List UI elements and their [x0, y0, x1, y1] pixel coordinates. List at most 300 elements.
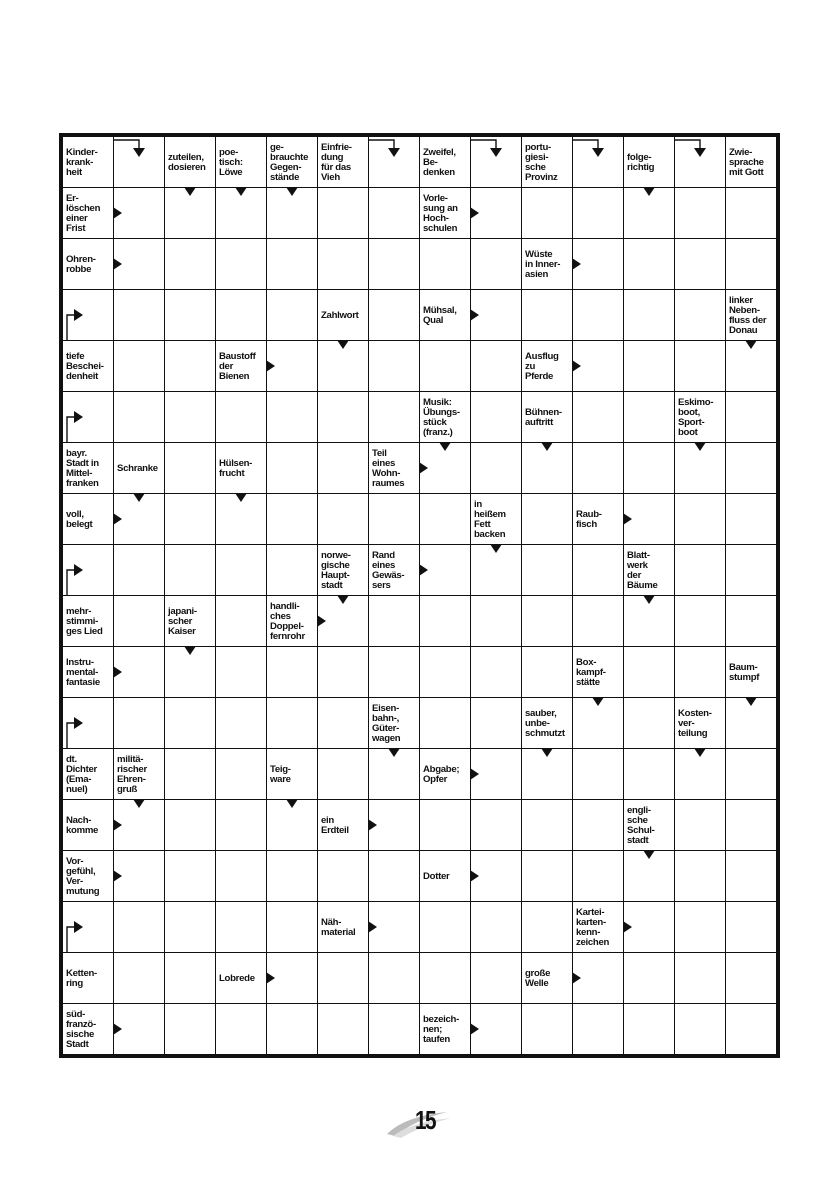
clue-text: portu- giesi- sche Provinz [525, 142, 558, 183]
clue-text: Instru- mental- fantasie [66, 657, 100, 688]
answer-cell[interactable] [63, 290, 113, 340]
clue-cell [63, 953, 113, 1003]
answer-cell[interactable] [726, 443, 776, 493]
clue-cell [522, 953, 572, 1003]
clue-cell [573, 902, 623, 952]
arrow-right-icon [266, 360, 275, 372]
answer-cell[interactable] [675, 800, 725, 850]
answer-cell[interactable] [726, 188, 776, 238]
clue-text: Kartei- karten- kenn- zeichen [576, 907, 610, 948]
clue-cell [63, 341, 113, 391]
clue-cell [318, 902, 368, 952]
answer-cell[interactable] [471, 392, 521, 442]
answer-cell[interactable] [318, 698, 368, 748]
arrow-bent-right-icon [63, 902, 87, 952]
answer-cell[interactable] [675, 902, 725, 952]
clue-cell [63, 494, 113, 544]
arrow-bent-down-icon [369, 137, 419, 159]
answer-cell[interactable] [318, 494, 368, 544]
clue-text: große Welle [525, 968, 551, 989]
answer-cell[interactable] [63, 545, 113, 595]
answer-cell[interactable] [267, 647, 317, 697]
clue-text: Eskimo- boot, Sport- boot [678, 397, 714, 438]
answer-cell[interactable] [522, 1004, 572, 1054]
arrow-bent-down-icon [573, 137, 623, 159]
answer-cell[interactable] [573, 392, 623, 442]
answer-cell[interactable] [675, 647, 725, 697]
arrow-right-icon [470, 1023, 479, 1035]
arrow-right-icon [419, 564, 428, 576]
answer-cell[interactable] [471, 137, 521, 187]
clue-cell [216, 443, 266, 493]
arrow-right-icon [623, 513, 632, 525]
arrow-bent-right-icon [63, 545, 87, 595]
answer-cell[interactable] [63, 698, 113, 748]
answer-cell[interactable] [420, 647, 470, 697]
answer-cell[interactable] [420, 239, 470, 289]
answer-cell[interactable] [63, 902, 113, 952]
answer-cell[interactable] [165, 1004, 215, 1054]
answer-cell[interactable] [318, 188, 368, 238]
arrow-down-icon [235, 493, 247, 502]
answer-cell[interactable] [675, 239, 725, 289]
answer-cell[interactable] [471, 698, 521, 748]
answer-cell[interactable] [369, 851, 419, 901]
arrow-bent-down-icon [675, 137, 725, 159]
answer-cell[interactable] [522, 290, 572, 340]
answer-cell[interactable] [318, 953, 368, 1003]
arrow-bent-right-icon [63, 290, 87, 340]
clue-text: Baum- stumpf [729, 662, 760, 683]
answer-cell[interactable] [165, 494, 215, 544]
arrow-right-icon [470, 768, 479, 780]
answer-cell[interactable] [114, 953, 164, 1003]
clue-cell [114, 443, 164, 493]
clue-text: tiefe Beschei- denheit [66, 351, 104, 382]
answer-cell[interactable] [726, 392, 776, 442]
clue-cell [63, 596, 113, 646]
answer-cell[interactable] [624, 953, 674, 1003]
answer-cell[interactable] [726, 749, 776, 799]
answer-cell[interactable] [216, 698, 266, 748]
answer-cell[interactable] [420, 953, 470, 1003]
answer-cell[interactable] [267, 902, 317, 952]
answer-cell[interactable] [165, 800, 215, 850]
clue-text: Ausflug zu Pferde [525, 351, 559, 382]
clue-text: Lobrede [219, 973, 255, 984]
answer-cell[interactable] [369, 647, 419, 697]
answer-cell[interactable] [114, 341, 164, 391]
clue-text: handli- ches Doppel- fernrohr [270, 601, 305, 642]
clue-text: Ketten- ring [66, 968, 97, 989]
clue-text: Rand eines Gewäs- sers [372, 550, 405, 591]
answer-cell[interactable] [522, 902, 572, 952]
clue-text: Schranke [117, 463, 158, 474]
answer-cell[interactable] [369, 1004, 419, 1054]
clue-cell [63, 239, 113, 289]
clue-text: Baustoff der Bienen [219, 351, 256, 382]
clue-text: Zweifel, Be- denken [423, 147, 456, 178]
clue-text: Zwie- sprache mit Gott [729, 147, 764, 178]
answer-cell[interactable] [522, 851, 572, 901]
arrow-right-icon [266, 972, 275, 984]
arrow-down-icon [184, 187, 196, 196]
clue-cell [63, 137, 113, 187]
clue-cell [420, 290, 470, 340]
answer-cell[interactable] [471, 341, 521, 391]
answer-cell[interactable] [369, 494, 419, 544]
answer-cell[interactable] [216, 749, 266, 799]
answer-cell[interactable] [267, 392, 317, 442]
answer-cell[interactable] [114, 545, 164, 595]
arrow-down-icon [184, 646, 196, 655]
answer-cell[interactable] [675, 137, 725, 187]
clue-text: süd- franzö- sische Stadt [66, 1009, 96, 1050]
clue-text: militä- rischer Ehren- gruß [117, 754, 147, 795]
answer-cell[interactable] [573, 188, 623, 238]
clue-text: Er- löschen einer Frist [66, 193, 101, 234]
answer-cell[interactable] [114, 392, 164, 442]
arrow-down-icon [133, 493, 145, 502]
answer-cell[interactable] [726, 800, 776, 850]
answer-cell[interactable] [165, 902, 215, 952]
arrow-down-icon [388, 748, 400, 757]
answer-cell[interactable] [675, 851, 725, 901]
answer-cell[interactable] [573, 1004, 623, 1054]
clue-cell [420, 1004, 470, 1054]
arrow-right-icon [113, 819, 122, 831]
answer-cell[interactable] [522, 596, 572, 646]
arrow-bent-down-icon [114, 137, 164, 159]
arrow-down-icon [439, 442, 451, 451]
clue-text: zuteilen, dosieren [168, 152, 206, 173]
answer-cell[interactable] [318, 1004, 368, 1054]
clue-cell [63, 800, 113, 850]
clue-cell [573, 494, 623, 544]
answer-cell[interactable] [624, 239, 674, 289]
clue-cell [369, 698, 419, 748]
answer-cell[interactable] [63, 392, 113, 442]
clue-text: dt. Dichter (Ema- nuel) [66, 754, 97, 795]
clue-cell [267, 596, 317, 646]
answer-cell[interactable] [471, 239, 521, 289]
answer-cell[interactable] [267, 494, 317, 544]
clue-cell [726, 290, 776, 340]
answer-cell[interactable] [675, 545, 725, 595]
clue-text: bayr. Stadt in Mittel- franken [66, 448, 99, 489]
clue-cell [267, 749, 317, 799]
clue-cell [267, 137, 317, 187]
arrow-down-icon [694, 442, 706, 451]
answer-cell[interactable] [675, 596, 725, 646]
answer-cell[interactable] [471, 596, 521, 646]
clue-cell [624, 800, 674, 850]
answer-cell[interactable] [318, 851, 368, 901]
answer-cell[interactable] [165, 392, 215, 442]
clue-cell [114, 749, 164, 799]
clue-cell [318, 137, 368, 187]
answer-cell[interactable] [471, 902, 521, 952]
answer-cell[interactable] [726, 953, 776, 1003]
answer-cell[interactable] [522, 647, 572, 697]
answer-cell[interactable] [573, 137, 623, 187]
answer-cell[interactable] [216, 902, 266, 952]
arrow-down-icon [643, 187, 655, 196]
answer-cell[interactable] [522, 800, 572, 850]
answer-cell[interactable] [165, 341, 215, 391]
answer-cell[interactable] [471, 800, 521, 850]
answer-cell[interactable] [675, 953, 725, 1003]
answer-cell[interactable] [216, 596, 266, 646]
clue-text: Box- kampf- stätte [576, 657, 606, 688]
arrow-down-icon [286, 799, 298, 808]
answer-cell[interactable] [573, 800, 623, 850]
answer-cell[interactable] [216, 851, 266, 901]
clue-text: Nach- komme [66, 815, 99, 836]
clue-text: poe- tisch: Löwe [219, 147, 243, 178]
clue-cell [726, 647, 776, 697]
clue-text: japani- scher Kaiser [168, 606, 197, 637]
answer-cell[interactable] [165, 239, 215, 289]
answer-cell[interactable] [624, 341, 674, 391]
answer-cell[interactable] [726, 545, 776, 595]
answer-cell[interactable] [216, 800, 266, 850]
answer-cell[interactable] [726, 596, 776, 646]
arrow-right-icon [470, 207, 479, 219]
answer-cell[interactable] [369, 137, 419, 187]
arrow-right-icon [368, 921, 377, 933]
clue-cell [216, 137, 266, 187]
arrow-down-icon [235, 187, 247, 196]
answer-cell[interactable] [675, 1004, 725, 1054]
arrow-down-icon [337, 340, 349, 349]
answer-cell[interactable] [216, 290, 266, 340]
clue-text: norwe- gische Haupt- stadt [321, 550, 351, 591]
arrow-down-icon [745, 340, 757, 349]
answer-cell[interactable] [675, 188, 725, 238]
answer-cell[interactable] [726, 494, 776, 544]
clue-text: linker Neben- fluss der Donau [729, 295, 767, 336]
answer-cell[interactable] [267, 545, 317, 595]
clue-text: Blatt- werk der Bäume [627, 550, 658, 591]
answer-cell[interactable] [369, 392, 419, 442]
arrow-down-icon [541, 748, 553, 757]
answer-cell[interactable] [369, 239, 419, 289]
clue-cell [522, 137, 572, 187]
clue-cell [420, 851, 470, 901]
clue-cell [624, 137, 674, 187]
arrow-down-icon [490, 544, 502, 553]
answer-cell[interactable] [318, 239, 368, 289]
answer-cell[interactable] [318, 392, 368, 442]
arrow-right-icon [572, 972, 581, 984]
arrow-bent-right-icon [63, 392, 87, 442]
clue-cell [522, 341, 572, 391]
clue-text: Kosten- ver- teilung [678, 708, 712, 739]
answer-cell[interactable] [573, 443, 623, 493]
clue-cell [63, 647, 113, 697]
answer-cell[interactable] [165, 851, 215, 901]
clue-cell [624, 545, 674, 595]
arrow-right-icon [113, 1023, 122, 1035]
answer-cell[interactable] [165, 545, 215, 595]
answer-cell[interactable] [267, 239, 317, 289]
answer-cell[interactable] [471, 647, 521, 697]
arrow-down-icon [643, 850, 655, 859]
clue-text: Wüste in Inner- asien [525, 249, 561, 280]
answer-cell[interactable] [216, 392, 266, 442]
clue-cell [369, 545, 419, 595]
answer-cell[interactable] [573, 851, 623, 901]
answer-cell[interactable] [726, 1004, 776, 1054]
answer-cell[interactable] [267, 851, 317, 901]
answer-cell[interactable] [318, 443, 368, 493]
clue-text: Kinder- krank- heit [66, 147, 98, 178]
answer-cell[interactable] [573, 290, 623, 340]
clue-cell [318, 290, 368, 340]
answer-cell[interactable] [165, 749, 215, 799]
arrow-right-icon [113, 870, 122, 882]
answer-cell[interactable] [624, 1004, 674, 1054]
clue-cell [420, 392, 470, 442]
clue-text: Vor- gefühl, Ver- mutung [66, 856, 100, 897]
clue-cell [522, 239, 572, 289]
answer-cell[interactable] [624, 443, 674, 493]
answer-cell[interactable] [420, 341, 470, 391]
answer-cell[interactable] [165, 290, 215, 340]
arrow-down-icon [745, 697, 757, 706]
clue-text: Hülsen- frucht [219, 458, 253, 479]
arrow-bent-right-icon [63, 698, 87, 748]
clue-text: engli- sche Schul- stadt [627, 805, 655, 846]
answer-cell[interactable] [522, 545, 572, 595]
clue-cell [165, 137, 215, 187]
answer-cell[interactable] [114, 137, 164, 187]
answer-cell[interactable] [267, 1004, 317, 1054]
clue-cell [369, 443, 419, 493]
answer-cell[interactable] [318, 749, 368, 799]
answer-cell[interactable] [114, 902, 164, 952]
clue-text: in heißem Fett backen [474, 499, 506, 540]
answer-cell[interactable] [726, 902, 776, 952]
arrow-down-icon [337, 595, 349, 604]
clue-cell [318, 800, 368, 850]
arrow-down-icon [286, 187, 298, 196]
clue-cell [63, 851, 113, 901]
clue-cell [420, 749, 470, 799]
arrow-right-icon [572, 258, 581, 270]
answer-cell[interactable] [471, 443, 521, 493]
answer-cell[interactable] [318, 647, 368, 697]
answer-cell[interactable] [114, 596, 164, 646]
clue-text: bezeich- nen; taufen [423, 1014, 459, 1045]
answer-cell[interactable] [573, 545, 623, 595]
answer-cell[interactable] [369, 290, 419, 340]
clue-text: Einfrie- dung für das Vieh [321, 142, 352, 183]
answer-cell[interactable] [369, 596, 419, 646]
clue-text: Bühnen- auftritt [525, 407, 562, 428]
clue-text: Zahlwort [321, 310, 359, 321]
clue-cell [522, 698, 572, 748]
clue-cell [63, 188, 113, 238]
answer-cell[interactable] [114, 698, 164, 748]
answer-cell[interactable] [369, 341, 419, 391]
answer-cell[interactable] [216, 239, 266, 289]
answer-cell[interactable] [471, 953, 521, 1003]
answer-cell[interactable] [726, 851, 776, 901]
answer-cell[interactable] [624, 647, 674, 697]
clue-cell [471, 494, 521, 544]
answer-cell[interactable] [267, 698, 317, 748]
answer-cell[interactable] [624, 290, 674, 340]
clue-cell [675, 392, 725, 442]
clue-cell [216, 341, 266, 391]
answer-cell[interactable] [267, 290, 317, 340]
answer-cell[interactable] [624, 392, 674, 442]
answer-cell[interactable] [165, 443, 215, 493]
answer-cell[interactable] [420, 698, 470, 748]
answer-cell[interactable] [165, 953, 215, 1003]
arrow-right-icon [113, 666, 122, 678]
arrow-right-icon [470, 309, 479, 321]
answer-cell[interactable] [624, 698, 674, 748]
answer-cell[interactable] [624, 749, 674, 799]
answer-cell[interactable] [726, 239, 776, 289]
answer-cell[interactable] [420, 800, 470, 850]
arrow-down-icon [694, 748, 706, 757]
answer-cell[interactable] [522, 494, 572, 544]
answer-cell[interactable] [420, 902, 470, 952]
answer-cell[interactable] [216, 1004, 266, 1054]
answer-cell[interactable] [522, 188, 572, 238]
answer-cell[interactable] [420, 596, 470, 646]
answer-cell[interactable] [675, 341, 725, 391]
answer-cell[interactable] [216, 647, 266, 697]
clue-cell [216, 953, 266, 1003]
answer-cell[interactable] [573, 749, 623, 799]
clue-text: ge- brauchte Gegen- stände [270, 142, 309, 183]
clue-cell [420, 188, 470, 238]
clue-text: voll, belegt [66, 509, 93, 530]
answer-cell[interactable] [165, 698, 215, 748]
crossword-grid [59, 133, 780, 1058]
answer-cell[interactable] [369, 188, 419, 238]
clue-cell [522, 392, 572, 442]
answer-cell[interactable] [420, 494, 470, 544]
answer-cell[interactable] [573, 596, 623, 646]
arrow-right-icon [419, 462, 428, 474]
clue-text: Näh- material [321, 917, 356, 938]
arrow-right-icon [470, 870, 479, 882]
clue-text: Vorle- sung an Hoch- schulen [423, 193, 458, 234]
clue-text: Musik: Übungs- stück (franz.) [423, 397, 460, 438]
arrow-down-icon [133, 799, 145, 808]
arrow-down-icon [643, 595, 655, 604]
arrow-down-icon [541, 442, 553, 451]
answer-cell[interactable] [114, 290, 164, 340]
arrow-right-icon [113, 207, 122, 219]
answer-cell[interactable] [675, 290, 725, 340]
clue-cell [675, 698, 725, 748]
answer-cell[interactable] [216, 545, 266, 595]
clue-text: Mühsal, Qual [423, 305, 457, 326]
answer-cell[interactable] [369, 953, 419, 1003]
page-number: 15 [415, 1105, 435, 1135]
answer-cell[interactable] [267, 443, 317, 493]
answer-cell[interactable] [675, 494, 725, 544]
arrow-right-icon [113, 513, 122, 525]
arrow-down-icon [592, 697, 604, 706]
